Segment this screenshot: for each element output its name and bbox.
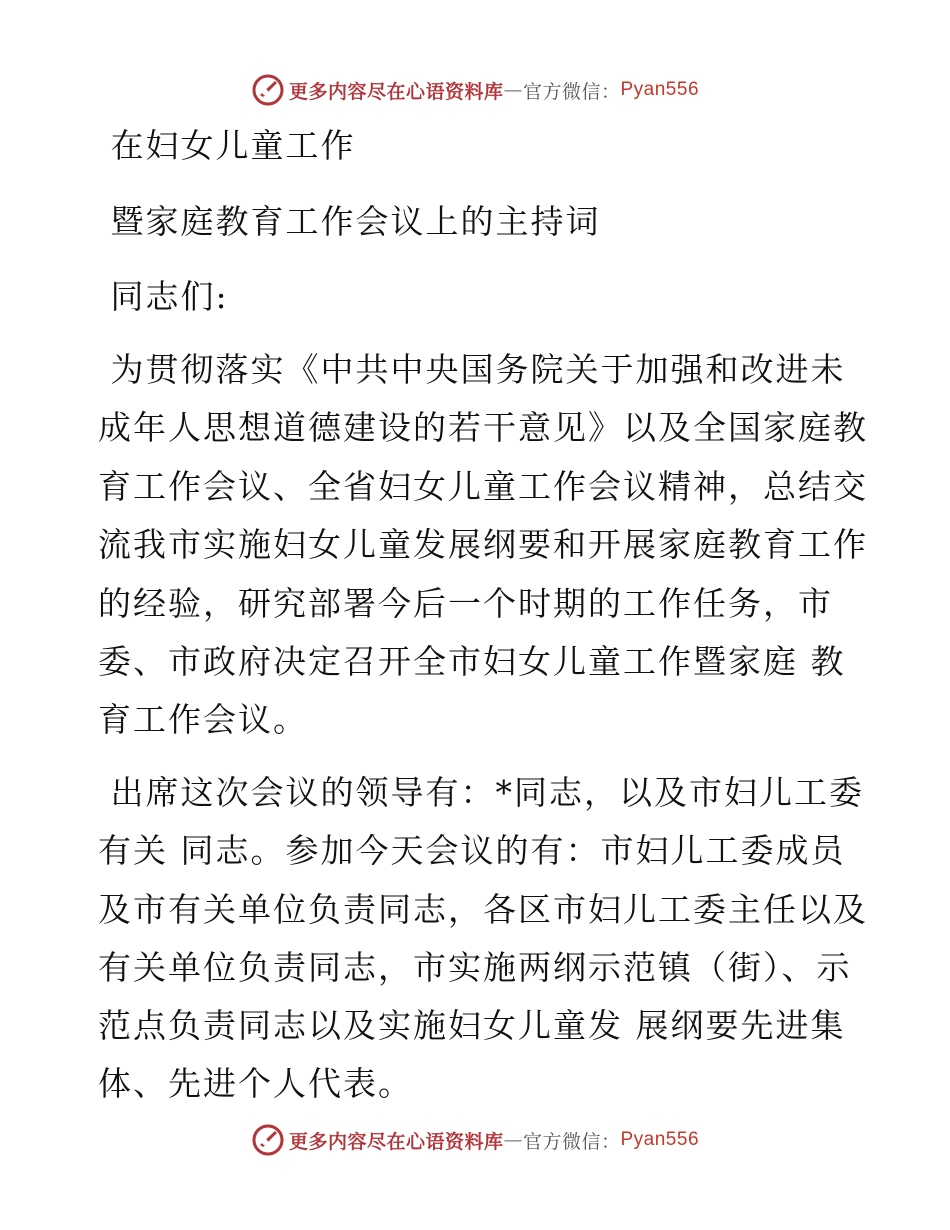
document-title-line-1: 在妇女儿童工作 bbox=[98, 126, 356, 165]
banner-wechat-label: 官方微信： bbox=[522, 80, 621, 103]
banner-wechat-id: Pyan556 bbox=[620, 79, 700, 100]
paragraph-line: 为贯彻落实《中共中央国务院关于加强和改进未 bbox=[98, 350, 846, 389]
paragraph-line: 及市有关单位负责同志，各区市妇儿工委主任以及 bbox=[98, 890, 868, 929]
paragraph-line: 委、市政府决定召开全市妇女儿童工作暨家庭 教 bbox=[98, 642, 846, 681]
banner-wechat-label: 官方微信： bbox=[522, 1130, 621, 1153]
banner-separator: — bbox=[503, 1129, 523, 1151]
paragraph-line: 体、先进个人代表。 bbox=[98, 1064, 413, 1103]
paragraph-line: 有关单位负责同志，市实施两纲示范镇（街）、示 bbox=[98, 948, 852, 987]
paragraph-line: 育工作会议。 bbox=[98, 700, 308, 739]
banner-brand-text: 更多内容尽在心语资料库 bbox=[288, 1130, 504, 1153]
paragraph-line: 的经验，研究部署今后一个时期的工作任务，市 bbox=[98, 584, 833, 623]
header-banner bbox=[0, 70, 950, 110]
brand-logo-icon bbox=[251, 73, 285, 107]
paragraph-line: 出席这次会议的领导有：*同志，以及市妇儿工委 bbox=[98, 773, 864, 812]
banner-wechat-id: Pyan556 bbox=[620, 1129, 700, 1150]
paragraph-line: 成年人思想道德建设的若干意见》以及全国家庭教 bbox=[98, 408, 868, 447]
banner-separator: — bbox=[503, 79, 523, 101]
salutation: 同志们: bbox=[98, 277, 229, 316]
footer-banner bbox=[0, 1120, 950, 1160]
document-title-line-2: 暨家庭教育工作会议上的主持词 bbox=[98, 202, 601, 241]
banner-brand-text: 更多内容尽在心语资料库 bbox=[288, 80, 504, 103]
paragraph-line: 范点负责同志以及实施妇女儿童发 展纲要先进集 bbox=[98, 1006, 846, 1045]
paragraph-line: 有关 同志。参加今天会议的有：市妇儿工委成员 bbox=[98, 831, 846, 870]
brand-logo-icon bbox=[251, 1123, 285, 1157]
paragraph-line: 育工作会议、全省妇女儿童工作会议精神，总结交 bbox=[98, 467, 868, 506]
paragraph-line: 流我市实施妇女儿童发展纲要和开展家庭教育工作 bbox=[98, 525, 868, 564]
